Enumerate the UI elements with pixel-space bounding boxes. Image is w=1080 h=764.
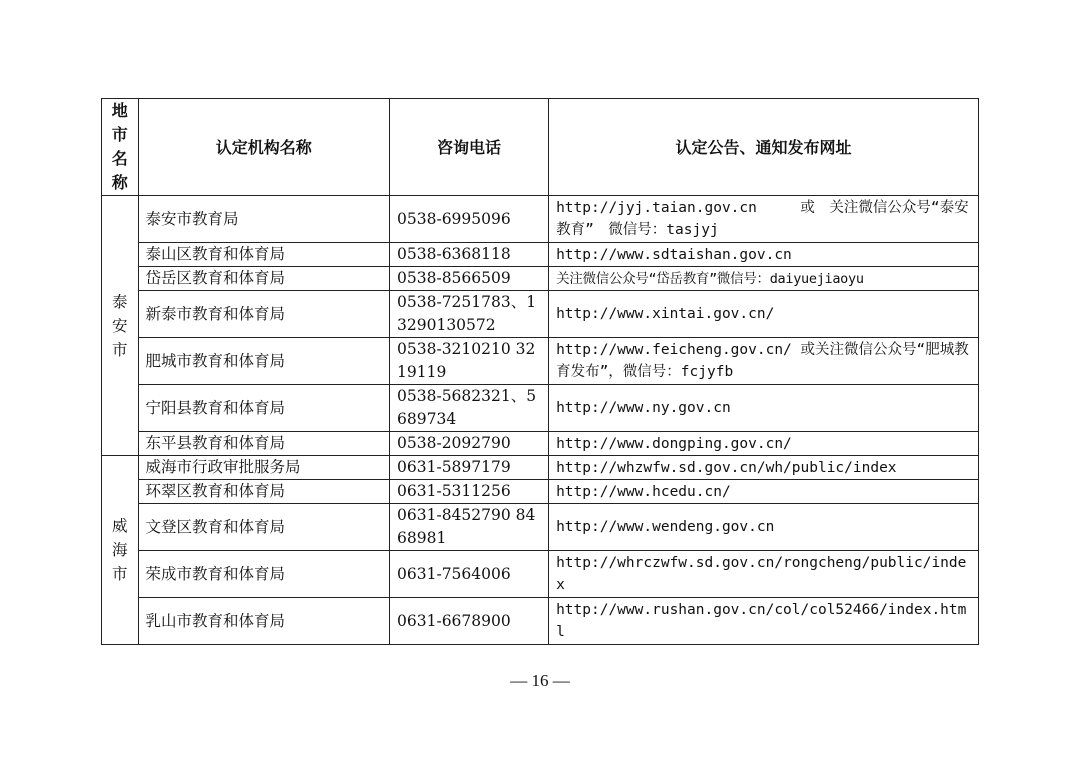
phone-cell: 0631-5311256 <box>390 480 549 504</box>
city-cell-taian: 泰安市 <box>102 196 139 456</box>
org-cell: 新泰市教育和体育局 <box>138 291 389 338</box>
header-phone: 咨询电话 <box>390 99 549 196</box>
org-cell: 环翠区教育和体育局 <box>138 480 389 504</box>
url-cell: http://www.rushan.gov.cn/col/col52466/index.html <box>549 598 979 645</box>
table-row <box>102 432 979 456</box>
institution-table <box>101 98 979 645</box>
header-city: 地市名称 <box>102 99 139 196</box>
table-row <box>102 456 979 480</box>
url-cell: http://www.hcedu.cn/ <box>549 480 979 504</box>
org-cell: 宁阳县教育和体育局 <box>138 385 389 432</box>
table-row <box>102 551 979 598</box>
table-row <box>102 338 979 385</box>
table-row <box>102 598 979 645</box>
table-row <box>102 480 979 504</box>
table-row <box>102 385 979 432</box>
org-cell: 肥城市教育和体育局 <box>138 338 389 385</box>
phone-cell: 0631-5897179 <box>390 456 549 480</box>
phone-cell: 0538-3210210 3219119 <box>390 338 549 385</box>
phone-cell: 0538-6368118 <box>390 243 549 267</box>
org-cell: 泰安市教育局 <box>138 196 389 243</box>
org-cell: 文登区教育和体育局 <box>138 504 389 551</box>
page-number: — 16 — <box>510 671 570 690</box>
table-row <box>102 291 979 338</box>
table-row <box>102 267 979 291</box>
table-row <box>102 196 979 243</box>
org-cell: 岱岳区教育和体育局 <box>138 267 389 291</box>
phone-cell: 0631-6678900 <box>390 598 549 645</box>
phone-cell: 0631-8452790 8468981 <box>390 504 549 551</box>
phone-cell: 0538-8566509 <box>390 267 549 291</box>
table-row <box>102 504 979 551</box>
url-cell: http://www.xintai.gov.cn/ <box>549 291 979 338</box>
url-cell: http://www.sdtaishan.gov.cn <box>549 243 979 267</box>
url-cell: http://jyj.taian.gov.cn 或 关注微信公众号“泰安教育” 微信号：tasjyj <box>549 196 979 243</box>
org-cell: 泰山区教育和体育局 <box>138 243 389 267</box>
org-cell: 乳山市教育和体育局 <box>138 598 389 645</box>
url-cell: http://www.feicheng.gov.cn/ 或关注微信公众号“肥城教育发布”，微信号：fcjyfb <box>549 338 979 385</box>
phone-cell: 0538-7251783、13290130572 <box>390 291 549 338</box>
org-cell: 威海市行政审批服务局 <box>138 456 389 480</box>
phone-cell: 0538-5682321、5689734 <box>390 385 549 432</box>
header-org: 认定机构名称 <box>138 99 389 196</box>
table-row <box>102 243 979 267</box>
header-row <box>102 99 979 196</box>
phone-cell: 0631-7564006 <box>390 551 549 598</box>
header-url: 认定公告、通知发布网址 <box>549 99 979 196</box>
org-cell: 荣成市教育和体育局 <box>138 551 389 598</box>
url-cell: http://www.ny.gov.cn <box>549 385 979 432</box>
url-cell: http://www.dongping.gov.cn/ <box>549 432 979 456</box>
org-cell: 东平县教育和体育局 <box>138 432 389 456</box>
url-cell: 关注微信公众号“岱岳教育”微信号：daiyuejiaoyu <box>549 267 979 291</box>
url-cell: http://whrczwfw.sd.gov.cn/rongcheng/public/index <box>549 551 979 598</box>
url-cell: http://www.wendeng.gov.cn <box>549 504 979 551</box>
url-cell: http://whzwfw.sd.gov.cn/wh/public/index <box>549 456 979 480</box>
phone-cell: 0538-6995096 <box>390 196 549 243</box>
phone-cell: 0538-2092790 <box>390 432 549 456</box>
city-cell-weihai: 威海市 <box>102 456 139 645</box>
